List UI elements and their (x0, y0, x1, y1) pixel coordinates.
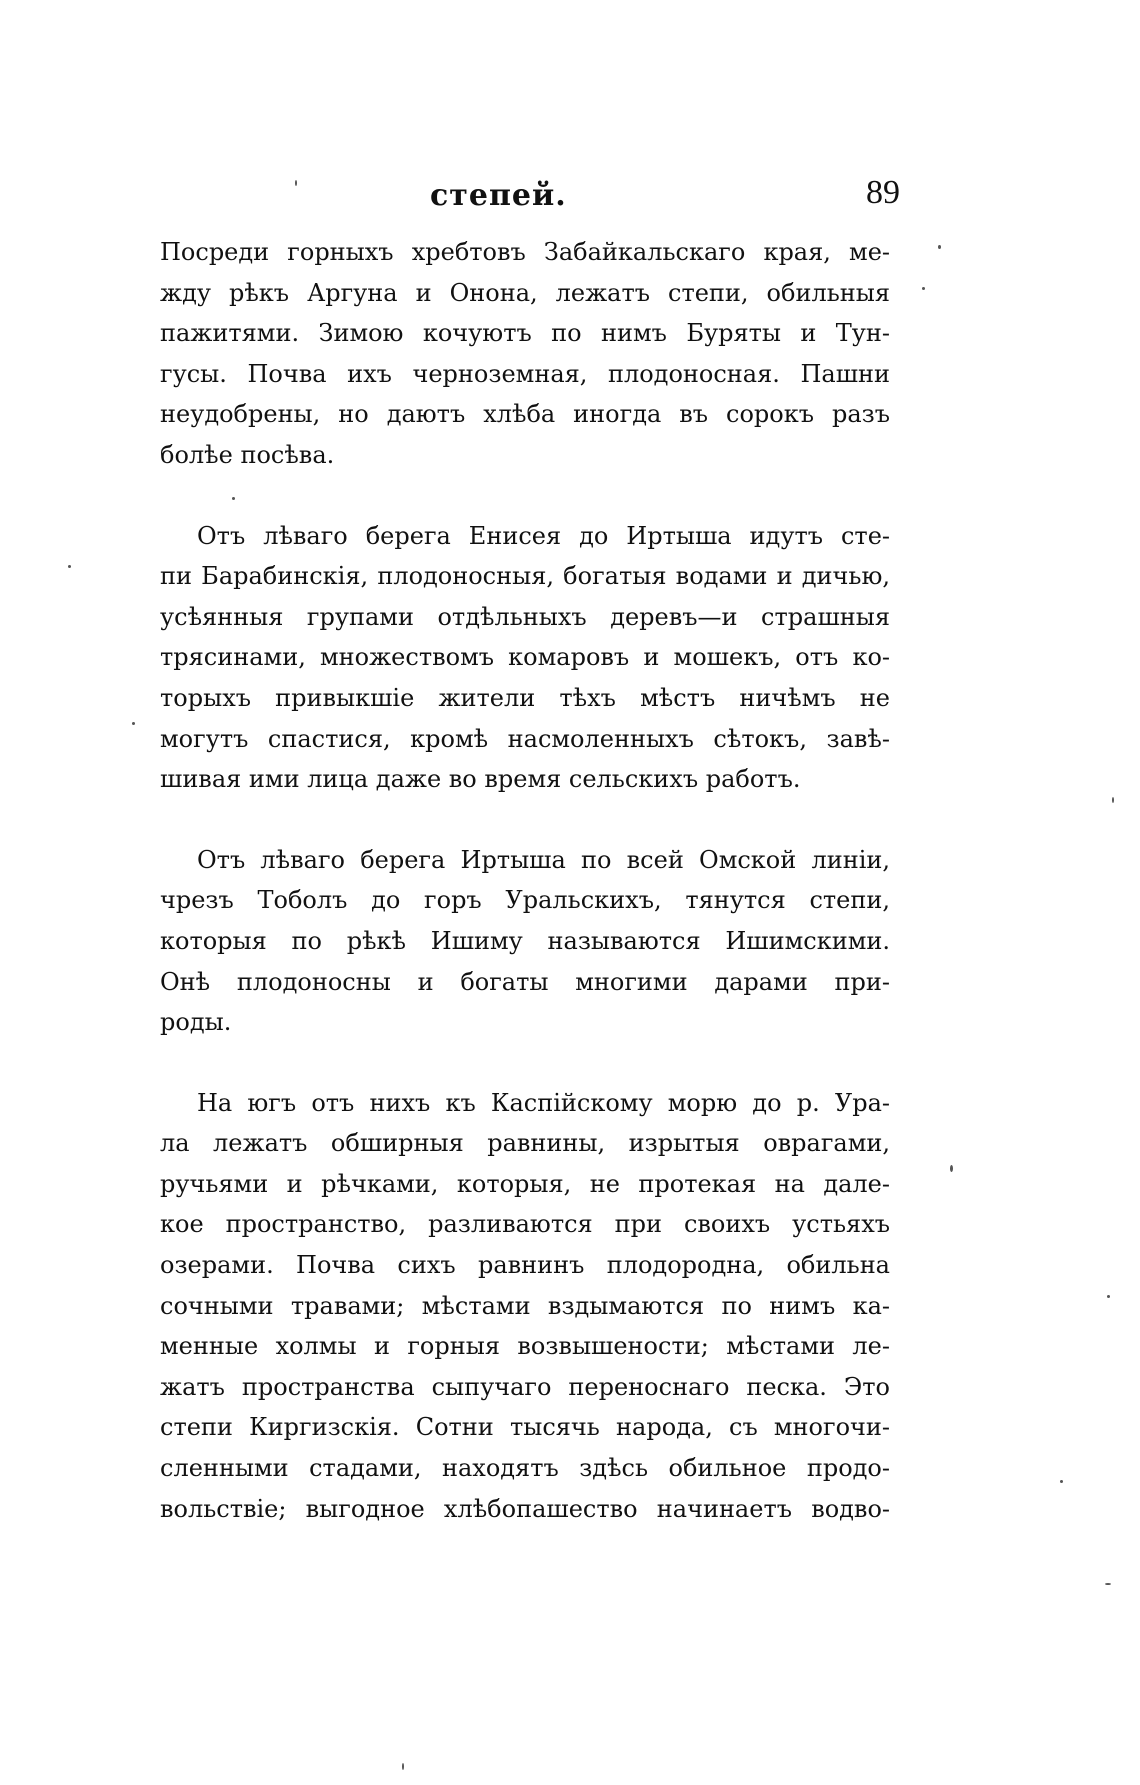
text-line: жатъ пространства сыпучаго переноснаго песка. Это (160, 1372, 890, 1401)
text-line: торыхъ привыкшіе жители тѣхъ мѣстъ ничѣмъ не (160, 683, 890, 712)
scan-speck (132, 722, 135, 725)
text-line: неудобрены, но даютъ хлѣба иногда въ сорокъ разъ (160, 400, 890, 429)
paragraph-1 (160, 232, 890, 476)
scan-speck (1105, 1583, 1111, 1585)
text-line: На югъ отъ нихъ къ Каспійскому морю до р. Ура- (197, 1088, 890, 1117)
scan-speck (1107, 1295, 1110, 1298)
text-line: Онѣ плодоносны и богаты многими дарами при- (160, 967, 890, 996)
text-line: пажитями. Зимою кочуютъ по нимъ Буряты и Тун- (160, 319, 890, 348)
text-line: Посреди горныхъ хребтовъ Забайкальскаго края, ме- (160, 238, 890, 266)
scan-speck (68, 565, 71, 568)
text-line: вольствіе; выгодное хлѣбопашество начинаетъ водво- (160, 1494, 890, 1523)
scan-speck (295, 180, 297, 186)
text-line: шивая ими лица даже во время сельскихъ работъ. (160, 765, 801, 794)
text-line: трясинами, множествомъ комаровъ и мошекъ, отъ ко- (160, 643, 890, 672)
text-line: пи Барабинскія, плодоносныя, богатыя водами и дичью, (160, 562, 890, 591)
scan-speck (922, 287, 925, 290)
page-header (160, 174, 900, 222)
scan-speck (1060, 1480, 1063, 1483)
text-line: кое пространство, разливаются при своихъ устьяхъ (160, 1210, 890, 1239)
text-line: чрезъ Тоболъ до горъ Уральскихъ, тянутся степи, (160, 886, 890, 915)
text-line: которыя по рѣкѣ Ишиму называются Ишимскими. (160, 926, 890, 955)
text-line: усѣянныя групами отдѣльныхъ деревъ—и страшныя (160, 602, 890, 631)
paragraph-3 (160, 840, 890, 1043)
text-line: роды. (160, 1008, 232, 1037)
scan-speck (402, 1763, 404, 1770)
text-line: озерами. Почва сихъ равнинъ плодородна, обильна (160, 1251, 890, 1280)
running-head: степей. (430, 178, 567, 213)
page-number: 89 (866, 174, 900, 211)
text-line: ла лежатъ обширныя равнины, изрытыя оврагами, (160, 1129, 890, 1158)
text-line: болѣе посѣва. (160, 440, 335, 469)
paragraph-4 (160, 1083, 890, 1530)
text-line: гусы. Почва ихъ черноземная, плодоносная. Пашни (160, 359, 890, 388)
text-line: сленными стадами, находятъ здѣсь обильное продо- (160, 1454, 890, 1483)
paragraph-2 (160, 516, 890, 800)
text-line: ручьями и рѣчками, которыя, не протекая на дале- (160, 1169, 890, 1198)
text-line: могутъ спастися, кромѣ насмоленныхъ сѣтокъ, завѣ- (160, 724, 890, 753)
scan-speck (938, 245, 941, 249)
text-line: Отъ лѣваго берега Енисея до Иртыша идутъ сте- (197, 521, 890, 550)
text-line: сочными травами; мѣстами вздымаются по нимъ ка- (160, 1291, 890, 1320)
text-line: менные холмы и горныя возвышености; мѣстами ле- (160, 1332, 890, 1361)
text-line: жду рѣкъ Аргуна и Онона, лежатъ степи, обильныя (160, 278, 890, 307)
text-line: Отъ лѣваго берега Иртыша по всей Омской линіи, (197, 845, 890, 874)
text-line: степи Киргизскія. Сотни тысячь народа, съ многочи- (160, 1413, 890, 1442)
body-text (160, 232, 890, 1569)
scan-speck (950, 1165, 953, 1172)
scan-speck (232, 497, 235, 500)
scan-speck (1112, 797, 1114, 803)
